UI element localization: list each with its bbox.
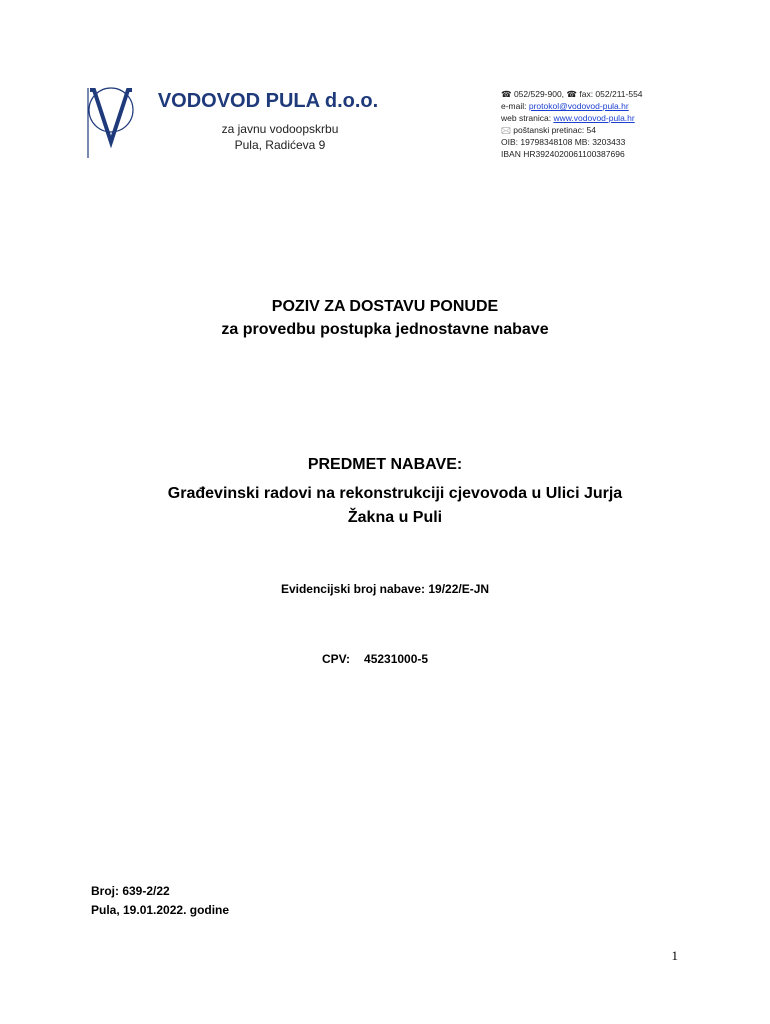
email-line: [501, 100, 643, 112]
cpv-label: CPV:: [322, 652, 351, 666]
web-link[interactable]: www.vodovod-pula.hr: [553, 113, 635, 123]
subject-line-2: Žakna u Puli: [347, 509, 443, 526]
company-subtitle: za javnu vodoopskrbu: [221, 122, 339, 136]
email-label: e-mail:: [501, 101, 529, 111]
document-number: Broj: 639-2/22: [91, 884, 170, 898]
company-name: VODOVOD PULA d.o.o.: [157, 90, 379, 112]
iban: IBAN HR3924020061100387696: [501, 149, 625, 159]
place-date: Pula, 19.01.2022. godine: [91, 903, 230, 917]
subject-label: PREDMET NABAVE:: [307, 456, 463, 473]
web-line: [501, 112, 643, 124]
oib-mb: OIB: 19798348108 MB: 3203433: [501, 137, 626, 147]
phone-fax: ☎ 052/529-900, ☎ fax: 052/211-554: [501, 89, 643, 99]
email-link[interactable]: protokol@vodovod-pula.hr: [528, 101, 629, 111]
document-title: POZIV ZA DOSTAVU PONUDE: [271, 298, 499, 315]
page-number: 1: [671, 948, 678, 963]
web-label: web stranica:: [501, 113, 554, 123]
cpv-line: [322, 652, 428, 666]
postbox: 🖂 poštanski pretinac: 54: [501, 125, 596, 135]
company-address: Pula, Radićeva 9: [234, 138, 326, 152]
company-logo-icon: [80, 82, 142, 160]
document-subtitle: za provedbu postupka jednostavne nabave: [221, 321, 549, 338]
contact-info: [501, 88, 643, 160]
document-footer: [91, 882, 229, 920]
subject-text: [10, 482, 770, 530]
company-block: [157, 90, 400, 153]
evidence-number: Evidencijski broj nabave: 19/22/E-JN: [280, 582, 490, 596]
subject-line-1: Građevinski radovi na rekonstrukciji cjevovoda u Ulici Jurja: [167, 485, 623, 502]
cpv-code: 45231000-5: [364, 652, 429, 666]
